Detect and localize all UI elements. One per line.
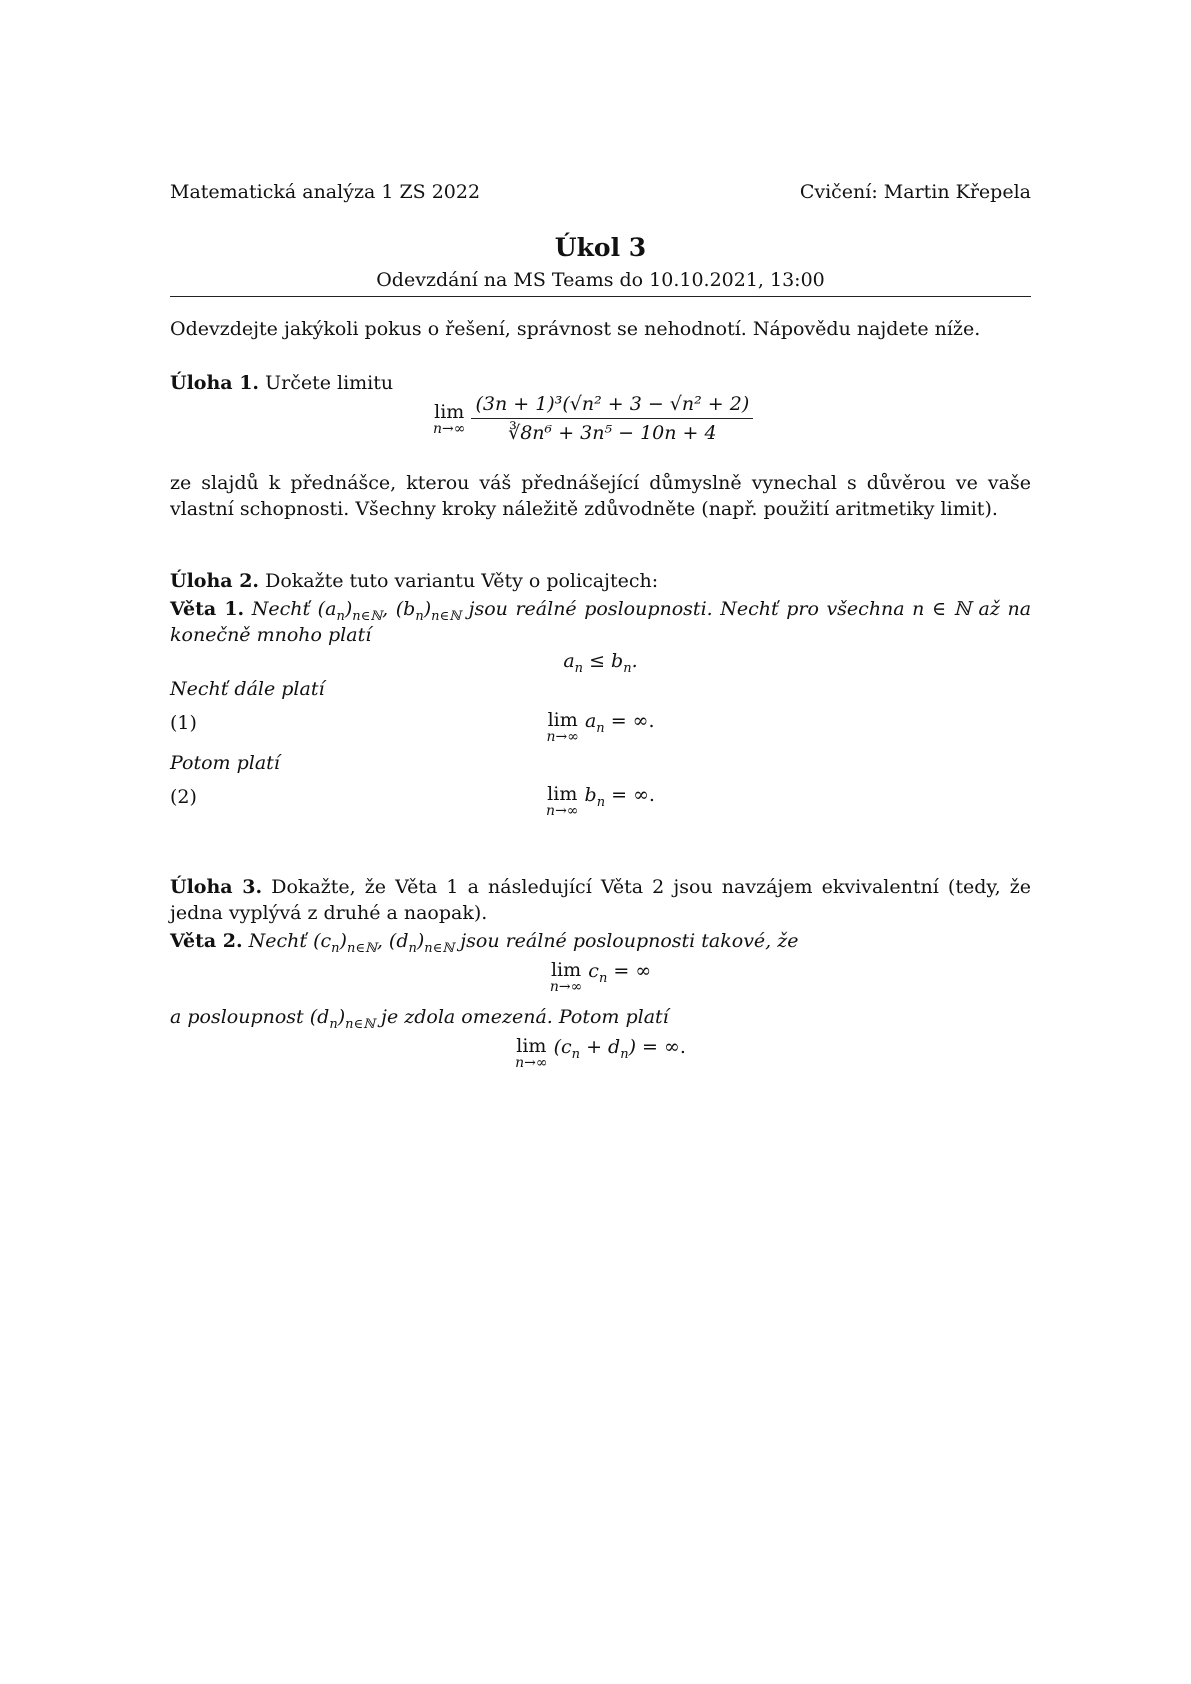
page-title: Úkol 3 bbox=[554, 233, 647, 262]
task3-heading bbox=[170, 874, 1031, 926]
task1-label: Úloha 1. bbox=[170, 372, 260, 394]
equation-number-2: (2) bbox=[170, 786, 197, 808]
equation-2: lim n→∞ $b_n$ = ∞. bbox=[546, 783, 655, 819]
theorem2 bbox=[170, 928, 1031, 954]
then-text: Potom platí bbox=[170, 752, 280, 774]
limit-fraction bbox=[471, 390, 753, 447]
equation-cn-dn: lim n→∞ $(c_n + d_n)$ = ∞. bbox=[515, 1035, 686, 1071]
task3-text: Dokažte, že Věta 1 a následující Věta 2 jsou navzájem ekvivalentní (tedy, že jedna vyplývá z druhé a naopak). bbox=[170, 876, 1031, 924]
theorem1 bbox=[170, 596, 1031, 648]
task2-heading bbox=[170, 568, 1031, 594]
equation-cn: lim n→∞ $c_n$ = ∞ bbox=[549, 959, 652, 995]
task2-label: Úloha 2. bbox=[170, 570, 260, 592]
task2-text: Dokažte tuto variantu Věty o policajtech: bbox=[265, 570, 659, 592]
fraction-denominator: ∛8n⁶ + 3n⁵ − 10n + 4 bbox=[508, 422, 717, 444]
task3-label: Úloha 3. bbox=[170, 876, 263, 898]
theorem1-label: Věta 1. bbox=[170, 598, 245, 620]
tutor-header: Cvičení: Martin Křepela bbox=[799, 181, 1031, 203]
theorem2-label: Věta 2. bbox=[170, 930, 243, 952]
task1-after-paragraph: ze slajdů k přednášce, kterou váš přednášející důmyslně vynechal s důvěrou ve vaše vlastní schopnosti. Všechny kroky náležitě zdůvodněte (např. použití aritmetiky limit). bbox=[170, 472, 1031, 520]
theorem2-sequences: Nechť $(c_n)_{n\in ℕ}$, $(d_n)_{n\in ℕ}$ bbox=[248, 930, 455, 956]
intro-paragraph: Odevzdejte jakýkoli pokus o řešení, správnost se nehodnotí. Nápovědu najdete níže. bbox=[170, 318, 981, 340]
equation-number-1: (1) bbox=[170, 712, 197, 734]
title-divider bbox=[170, 296, 1031, 297]
theorem1-text: jsou reálné posloupnosti. Nechť pro všechna n ∈ ℕ až na konečně mnoho platí bbox=[170, 598, 1032, 646]
bounded-sentence: a posloupnost $(d_n)_{n\in ℕ}$ je zdola omezená. Potom platí bbox=[170, 1006, 669, 1032]
task1-text: Určete limitu bbox=[265, 372, 394, 394]
deadline-subtitle: Odevzdání na MS Teams do 10.10.2021, 13:00 bbox=[376, 269, 825, 291]
further-text: Nechť dále platí bbox=[170, 678, 325, 700]
theorem1-sequences: Nechť $(a_n)_{n\in ℕ}$, $(b_n)_{n\in ℕ}$ bbox=[251, 598, 461, 624]
course-header: Matematická analýza 1 ZS 2022 bbox=[170, 181, 481, 203]
fraction-numerator: (3n + 1)³(√n² + 3 − √n² + 2) bbox=[471, 390, 753, 419]
inequality-an-bn: $a_n \le b_n$. bbox=[563, 650, 638, 676]
task1-limit-formula bbox=[433, 390, 933, 447]
document-page bbox=[170, 0, 1031, 1684]
limit-operator: lim n→∞ bbox=[433, 400, 466, 437]
theorem2-text: jsou reálné posloupnosti takové, že bbox=[460, 930, 799, 952]
equation-1: lim n→∞ $a_n$ = ∞. bbox=[546, 709, 655, 745]
